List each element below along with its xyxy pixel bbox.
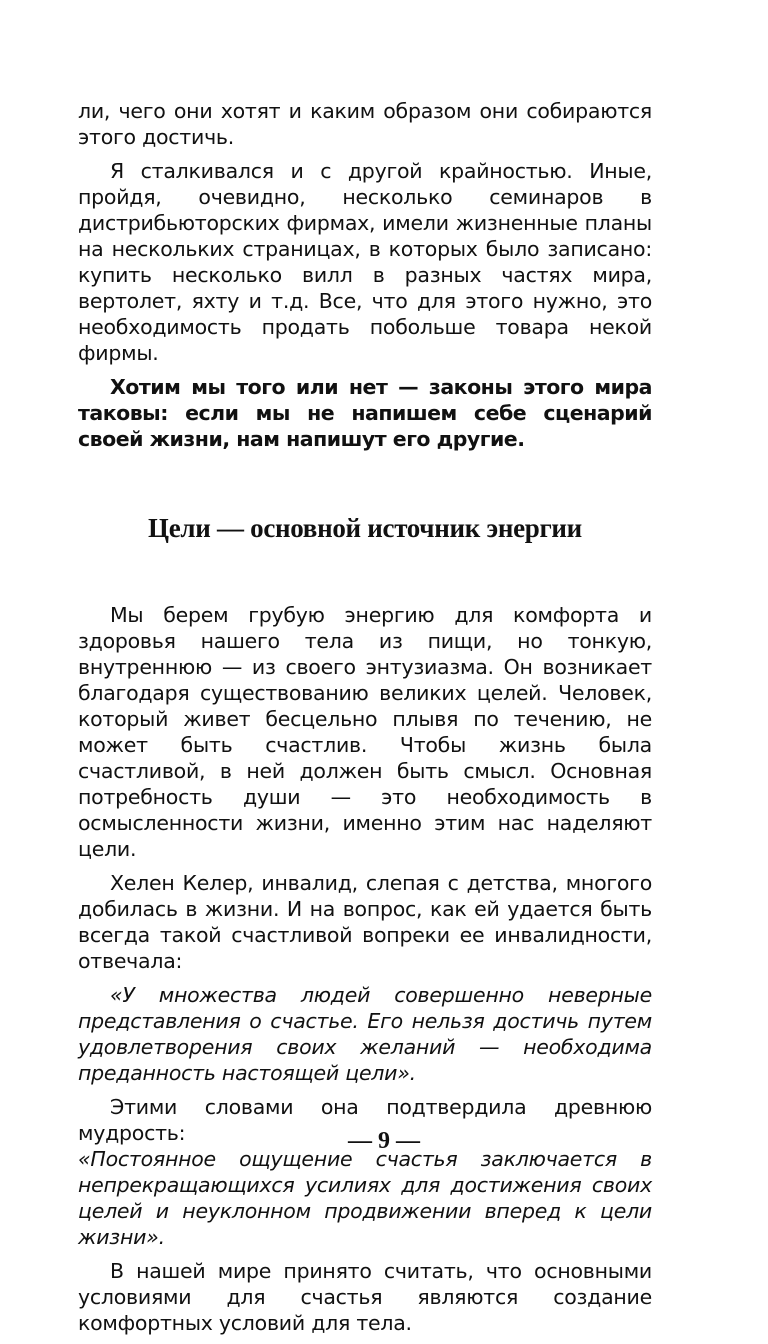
paragraph-comfort: В нашей мире принято считать, что основными условиями для счастья являются создание комфортных условий для тела. xyxy=(78,1259,652,1335)
paragraph-wisdom-intro: Этими словами она подтвердила древнюю мудрость: xyxy=(78,1095,652,1145)
paragraph-bold-statement: Хотим мы того или нет — законы этого мира таковы: если мы не напишем себе сценарий своей жизни, нам напишут его другие. xyxy=(78,375,652,451)
paragraph-energy: Мы берем грубую энергию для комфорта и здоровья нашего тела из пищи, но тонкую, внутреннюю — из своего энтузиазма. Он возникает благодаря существованию великих целей. Человек, который живет бесцельно плывя по течению, не может быть счастлив. Чтобы жизнь была счастливой, в ней должен быть смысл. Основная потребность души — это необходимость в осмысленности жизни, именно этим нас наделяют цели. xyxy=(78,603,652,861)
section-heading: Цели — основной источник энергии xyxy=(148,513,582,543)
paragraph-extreme: Я сталкивался и с другой крайностью. Иные, пройдя, очевидно, несколько семинаров в дистрибьюторских фирмах, имели жизненные планы на нескольких страницах, в которых было записано: купить несколько вилл в разных частях мира, вертолет, яхту и т.д. Все, что для этого нужно, это необходимость продать побольше товара некой фирмы. xyxy=(78,159,652,365)
page-text-block xyxy=(78,98,652,1344)
quote-happiness: «У множества людей совершенно неверные представления о счастье. Его нельзя достичь путем удовлетворения своих желаний — необходима преданность настоящей цели». xyxy=(78,983,652,1085)
page-number: — 9 — xyxy=(348,1128,420,1154)
quote-wisdom: «Постоянное ощущение счастья заключается в непрекращающихся усилиях для достижения своих целей и неуклонном продвижении вперед к цели жизни». xyxy=(78,1147,652,1249)
paragraph-helen-keller: Хелен Келер, инвалид, слепая с детства, многого добилась в жизни. И на вопрос, как ей удается быть всегда такой счастливой вопреки ее инвалидности, отвечала: xyxy=(78,871,652,973)
paragraph-continuation: ли, чего они хотят и каким образом они собираются этого достичь. xyxy=(78,99,652,149)
